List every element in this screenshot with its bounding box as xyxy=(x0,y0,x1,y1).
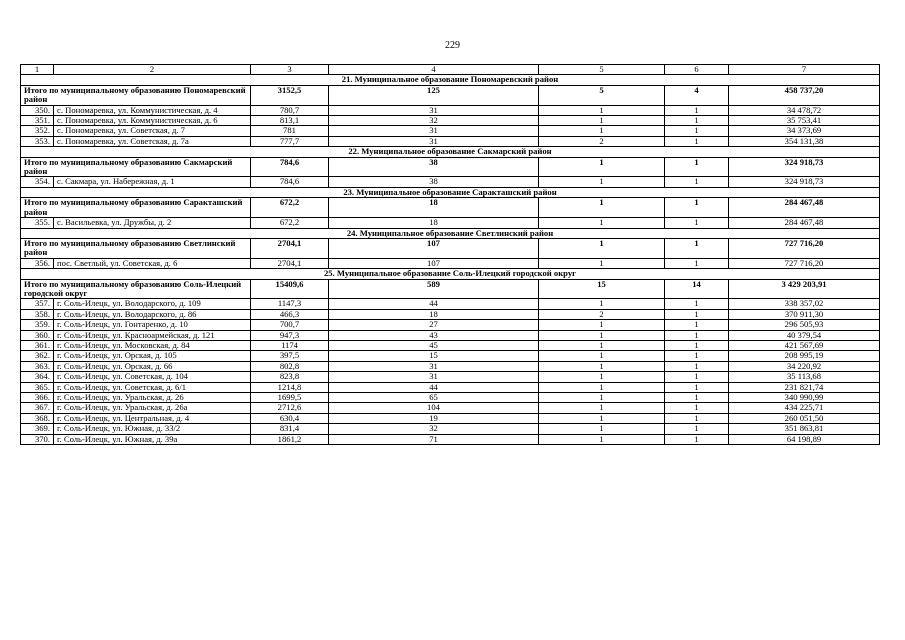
total-col6: 4 xyxy=(665,85,729,105)
column-header: 2 xyxy=(54,65,251,75)
row-amount: 727 716,20 xyxy=(729,258,880,268)
table-row xyxy=(21,177,880,187)
row-residents: 107 xyxy=(329,258,539,268)
table-row xyxy=(21,116,880,126)
total-label: Итого по муниципальному образованию Соль-Илецкий городской округ xyxy=(21,279,251,299)
row-number: 352. xyxy=(21,126,54,136)
row-number: 359. xyxy=(21,320,54,330)
row-col5: 1 xyxy=(539,372,665,382)
row-address: с. Сакмара, ул. Набережная, д. 1 xyxy=(54,177,251,187)
row-number: 358. xyxy=(21,309,54,319)
row-residents: 71 xyxy=(329,434,539,444)
column-header: 5 xyxy=(539,65,665,75)
total-col5: 1 xyxy=(539,238,665,258)
total-residents: 125 xyxy=(329,85,539,105)
row-residents: 27 xyxy=(329,320,539,330)
row-address: г. Соль-Илецк, ул. Московская, д. 84 xyxy=(54,340,251,350)
row-amount: 34 478,72 xyxy=(729,105,880,115)
row-number: 350. xyxy=(21,105,54,115)
row-number: 367. xyxy=(21,403,54,413)
row-residents: 44 xyxy=(329,299,539,309)
total-col6: 1 xyxy=(665,238,729,258)
table-row xyxy=(21,434,880,444)
column-header: 4 xyxy=(329,65,539,75)
table-row xyxy=(21,403,880,413)
row-area: 813,1 xyxy=(251,116,329,126)
row-residents: 45 xyxy=(329,340,539,350)
section-total-row xyxy=(21,198,880,218)
row-col5: 1 xyxy=(539,351,665,361)
row-area: 1699,5 xyxy=(251,393,329,403)
row-number: 362. xyxy=(21,351,54,361)
row-area: 823,8 xyxy=(251,372,329,382)
row-col5: 1 xyxy=(539,361,665,371)
row-residents: 32 xyxy=(329,116,539,126)
row-col5: 1 xyxy=(539,299,665,309)
row-number: 366. xyxy=(21,393,54,403)
total-col6: 14 xyxy=(665,279,729,299)
column-header: 6 xyxy=(665,65,729,75)
row-col5: 1 xyxy=(539,258,665,268)
row-col6: 1 xyxy=(665,413,729,423)
row-area: 672,2 xyxy=(251,218,329,228)
total-label: Итого по муниципальному образованию Пономаревский район xyxy=(21,85,251,105)
row-area: 777,7 xyxy=(251,136,329,146)
row-col5: 1 xyxy=(539,330,665,340)
section-title: 23. Муниципальное образование Саракташский район xyxy=(21,187,880,197)
row-number: 360. xyxy=(21,330,54,340)
column-header: 7 xyxy=(729,65,880,75)
row-area: 397,5 xyxy=(251,351,329,361)
row-amount: 351 863,81 xyxy=(729,424,880,434)
total-col6: 1 xyxy=(665,198,729,218)
total-residents: 589 xyxy=(329,279,539,299)
row-number: 365. xyxy=(21,382,54,392)
section-title: 21. Муниципальное образование Пономаревский район xyxy=(21,75,880,85)
row-area: 2704,1 xyxy=(251,258,329,268)
row-col5: 1 xyxy=(539,177,665,187)
row-col6: 1 xyxy=(665,116,729,126)
table-body xyxy=(21,65,880,445)
row-col6: 1 xyxy=(665,351,729,361)
row-amount: 40 379,54 xyxy=(729,330,880,340)
row-address: г. Соль-Илецк, ул. Володарского, д. 109 xyxy=(54,299,251,309)
row-residents: 104 xyxy=(329,403,539,413)
row-col6: 1 xyxy=(665,382,729,392)
row-number: 354. xyxy=(21,177,54,187)
row-amount: 340 990,99 xyxy=(729,393,880,403)
row-col6: 1 xyxy=(665,434,729,444)
row-address: г. Соль-Илецк, ул. Орская, д. 66 xyxy=(54,361,251,371)
row-area: 780,7 xyxy=(251,105,329,115)
row-area: 700,7 xyxy=(251,320,329,330)
row-col5: 1 xyxy=(539,424,665,434)
row-amount: 208 995,19 xyxy=(729,351,880,361)
row-col5: 1 xyxy=(539,403,665,413)
row-address: с. Пономаревка, ул. Коммунистическая, д. 6 xyxy=(54,116,251,126)
total-area: 15409,6 xyxy=(251,279,329,299)
row-col6: 1 xyxy=(665,309,729,319)
section-title: 22. Муниципальное образование Сакмарский район xyxy=(21,147,880,157)
total-residents: 38 xyxy=(329,157,539,177)
row-address: г. Соль-Илецк, ул. Советская, д. 6/1 xyxy=(54,382,251,392)
row-address: г. Соль-Илецк, ул. Уральская, д. 26 xyxy=(54,393,251,403)
total-area: 3152,5 xyxy=(251,85,329,105)
row-col5: 1 xyxy=(539,340,665,350)
total-label: Итого по муниципальному образованию Светлинский район xyxy=(21,238,251,258)
table-row xyxy=(21,413,880,423)
row-area: 1861,2 xyxy=(251,434,329,444)
row-number: 355. xyxy=(21,218,54,228)
section-total-row xyxy=(21,85,880,105)
row-col5: 1 xyxy=(539,126,665,136)
row-amount: 35 113,68 xyxy=(729,372,880,382)
row-address: пос. Светлый, ул. Советская, д. 6 xyxy=(54,258,251,268)
row-number: 368. xyxy=(21,413,54,423)
row-address: г. Соль-Илецк, ул. Володарского, д. 86 xyxy=(54,309,251,319)
row-area: 802,8 xyxy=(251,361,329,371)
row-address: с. Пономаревка, ул. Советская, д. 7 xyxy=(54,126,251,136)
table-row xyxy=(21,136,880,146)
row-residents: 32 xyxy=(329,424,539,434)
section-total-row xyxy=(21,238,880,258)
total-area: 784,6 xyxy=(251,157,329,177)
row-area: 831,4 xyxy=(251,424,329,434)
total-amount: 3 429 203,91 xyxy=(729,279,880,299)
table-row xyxy=(21,330,880,340)
row-residents: 65 xyxy=(329,393,539,403)
row-amount: 338 357,02 xyxy=(729,299,880,309)
row-residents: 31 xyxy=(329,136,539,146)
page-number: 229 xyxy=(445,40,460,51)
table-row xyxy=(21,299,880,309)
row-address: г. Соль-Илецк, ул. Южная, д. 33/2 xyxy=(54,424,251,434)
total-residents: 18 xyxy=(329,198,539,218)
row-number: 369. xyxy=(21,424,54,434)
row-residents: 31 xyxy=(329,372,539,382)
table-row xyxy=(21,382,880,392)
row-col6: 1 xyxy=(665,320,729,330)
row-col5: 1 xyxy=(539,382,665,392)
row-number: 356. xyxy=(21,258,54,268)
table-row xyxy=(21,372,880,382)
total-amount: 458 737,20 xyxy=(729,85,880,105)
row-col6: 1 xyxy=(665,393,729,403)
section-title-row xyxy=(21,75,880,85)
row-address: г. Соль-Илецк, ул. Красноармейская, д. 121 xyxy=(54,330,251,340)
table-row xyxy=(21,309,880,319)
row-address: г. Соль-Илецк, ул. Советская, д. 104 xyxy=(54,372,251,382)
row-area: 466,3 xyxy=(251,309,329,319)
row-col5: 1 xyxy=(539,434,665,444)
row-residents: 44 xyxy=(329,382,539,392)
table-row xyxy=(21,320,880,330)
column-header: 1 xyxy=(21,65,54,75)
row-col5: 1 xyxy=(539,393,665,403)
row-area: 781 xyxy=(251,126,329,136)
total-col6: 1 xyxy=(665,157,729,177)
row-amount: 231 821,74 xyxy=(729,382,880,392)
row-number: 370. xyxy=(21,434,54,444)
row-col5: 2 xyxy=(539,309,665,319)
row-area: 1147,3 xyxy=(251,299,329,309)
section-title-row xyxy=(21,228,880,238)
row-col6: 1 xyxy=(665,403,729,413)
row-residents: 31 xyxy=(329,105,539,115)
row-col5: 2 xyxy=(539,136,665,146)
row-col6: 1 xyxy=(665,105,729,115)
total-area: 2704,1 xyxy=(251,238,329,258)
total-residents: 107 xyxy=(329,238,539,258)
total-area: 672,2 xyxy=(251,198,329,218)
section-title: 24. Муниципальное образование Светлинский район xyxy=(21,228,880,238)
total-amount: 284 467,48 xyxy=(729,198,880,218)
row-amount: 64 198,89 xyxy=(729,434,880,444)
row-col6: 1 xyxy=(665,330,729,340)
row-address: г. Соль-Илецк, ул. Южная, д. 39а xyxy=(54,434,251,444)
row-col6: 1 xyxy=(665,361,729,371)
row-residents: 15 xyxy=(329,351,539,361)
row-residents: 18 xyxy=(329,218,539,228)
row-address: г. Соль-Илецк, ул. Центральная, д. 4 xyxy=(54,413,251,423)
row-address: г. Соль-Илецк, ул. Гонтаренко, д. 10 xyxy=(54,320,251,330)
row-residents: 31 xyxy=(329,361,539,371)
table-row xyxy=(21,361,880,371)
row-col6: 1 xyxy=(665,372,729,382)
row-address: с. Пономаревка, ул. Коммунистическая, д. 4 xyxy=(54,105,251,115)
table-row xyxy=(21,105,880,115)
section-title-row xyxy=(21,147,880,157)
row-col5: 1 xyxy=(539,413,665,423)
row-col6: 1 xyxy=(665,126,729,136)
row-residents: 19 xyxy=(329,413,539,423)
row-number: 351. xyxy=(21,116,54,126)
row-col5: 1 xyxy=(539,320,665,330)
total-label: Итого по муниципальному образованию Сакмарский район xyxy=(21,157,251,177)
row-amount: 421 567,69 xyxy=(729,340,880,350)
row-col6: 1 xyxy=(665,177,729,187)
row-amount: 370 911,30 xyxy=(729,309,880,319)
row-col6: 1 xyxy=(665,299,729,309)
table-row xyxy=(21,393,880,403)
row-amount: 35 753,41 xyxy=(729,116,880,126)
row-address: с. Васильевка, ул. Дружбы, д. 2 xyxy=(54,218,251,228)
row-address: г. Соль-Илецк, ул. Орская, д. 105 xyxy=(54,351,251,361)
row-amount: 434 225,71 xyxy=(729,403,880,413)
row-amount: 324 918,73 xyxy=(729,177,880,187)
row-area: 1214,8 xyxy=(251,382,329,392)
column-header-row xyxy=(21,65,880,75)
row-col5: 1 xyxy=(539,218,665,228)
row-number: 361. xyxy=(21,340,54,350)
row-amount: 260 051,50 xyxy=(729,413,880,423)
row-area: 1174 xyxy=(251,340,329,350)
table-row xyxy=(21,424,880,434)
table-row xyxy=(21,258,880,268)
column-header: 3 xyxy=(251,65,329,75)
section-title: 25. Муниципальное образование Соль-Илецкий городской округ xyxy=(21,269,880,279)
total-col5: 1 xyxy=(539,157,665,177)
row-number: 353. xyxy=(21,136,54,146)
row-amount: 284 467,48 xyxy=(729,218,880,228)
row-address: г. Соль-Илецк, ул. Уральская, д. 26а xyxy=(54,403,251,413)
row-col5: 1 xyxy=(539,116,665,126)
section-title-row xyxy=(21,269,880,279)
row-col6: 1 xyxy=(665,136,729,146)
section-total-row xyxy=(21,279,880,299)
row-col6: 1 xyxy=(665,424,729,434)
total-col5: 15 xyxy=(539,279,665,299)
data-table xyxy=(20,64,880,445)
total-label: Итого по муниципальному образованию Саракташский район xyxy=(21,198,251,218)
row-amount: 34 220,92 xyxy=(729,361,880,371)
row-number: 363. xyxy=(21,361,54,371)
section-total-row xyxy=(21,157,880,177)
row-amount: 354 131,38 xyxy=(729,136,880,146)
section-title-row xyxy=(21,187,880,197)
row-col6: 1 xyxy=(665,340,729,350)
row-number: 364. xyxy=(21,372,54,382)
row-col6: 1 xyxy=(665,258,729,268)
table-row xyxy=(21,340,880,350)
table-row xyxy=(21,218,880,228)
table-row xyxy=(21,126,880,136)
row-number: 357. xyxy=(21,299,54,309)
total-col5: 1 xyxy=(539,198,665,218)
row-residents: 38 xyxy=(329,177,539,187)
row-area: 630,4 xyxy=(251,413,329,423)
total-col5: 5 xyxy=(539,85,665,105)
row-address: с. Пономаревка, ул. Советская, д. 7а xyxy=(54,136,251,146)
row-area: 2712,6 xyxy=(251,403,329,413)
row-amount: 34 373,69 xyxy=(729,126,880,136)
row-col5: 1 xyxy=(539,105,665,115)
row-residents: 18 xyxy=(329,309,539,319)
total-amount: 727 716,20 xyxy=(729,238,880,258)
row-area: 947,3 xyxy=(251,330,329,340)
row-amount: 296 505,93 xyxy=(729,320,880,330)
row-residents: 43 xyxy=(329,330,539,340)
row-col6: 1 xyxy=(665,218,729,228)
row-area: 784,6 xyxy=(251,177,329,187)
row-residents: 31 xyxy=(329,126,539,136)
table-row xyxy=(21,351,880,361)
total-amount: 324 918,73 xyxy=(729,157,880,177)
